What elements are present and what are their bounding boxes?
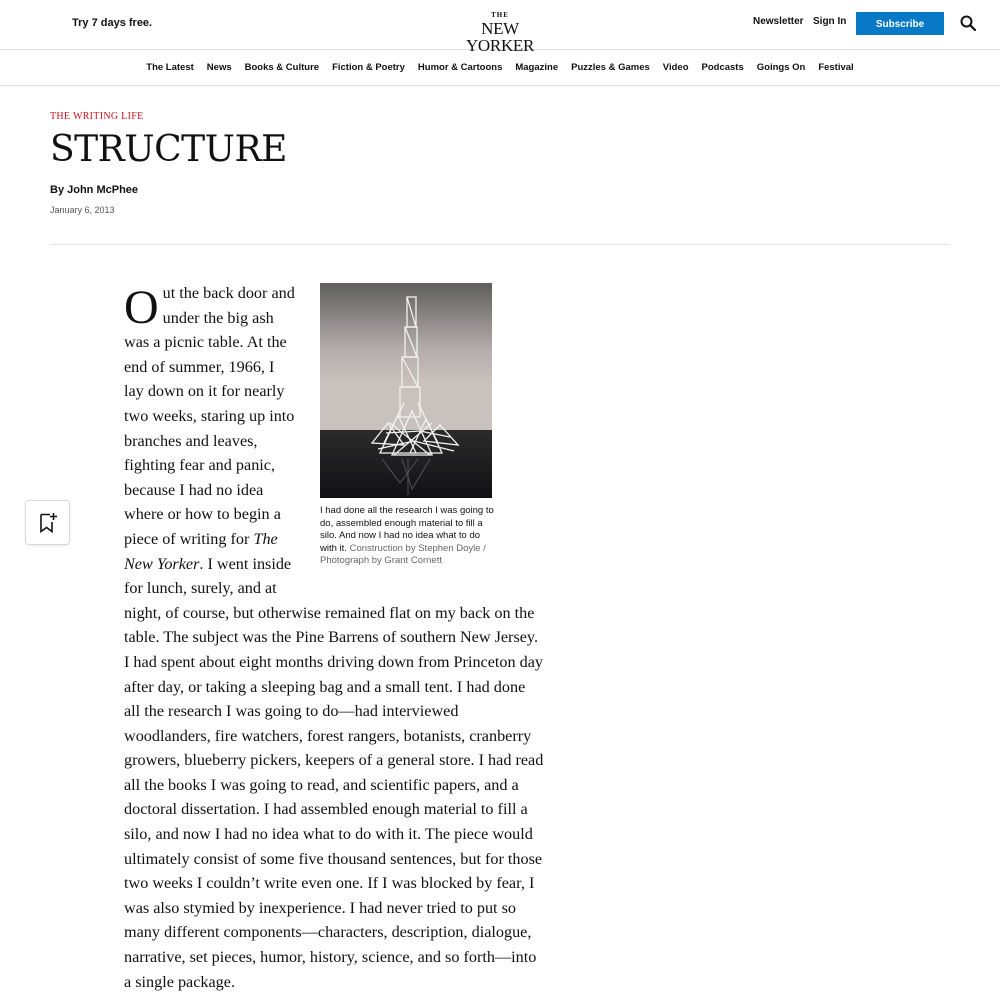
- try-free-link[interactable]: Try 7 days free.: [72, 17, 153, 29]
- body-text-part-2: . I went inside for lunch, surely, and at night, of course, but otherwise remained flat on my back on the table. The subject was the Pine Barrens of southern New Jersey. I had spent about eight months driving down from Princeton day after day, or taking a sleeping bag and a small tent. I had done all the research I was going to do—had interviewed woodlanders, fire watchers, forest rangers, botanists, cranberry growers, blueberry pickers, keepers of a general store. I had read all the books I was going to read, and scientific papers, and a doctoral dissertation. I had assembled enough material to fill a silo, and now I had no idea what to do with it. The piece would ultimately consist of some five thousand sentences, but for those two weeks I couldn’t write even one. If I was blocked by fear, I was also stymied by inexperience. I had never tried to put so many different components—characters, description, dialogue, narrative, set pieces, humor, history, science, and so forth—into a single package.: [124, 554, 544, 991]
- article-body: [124, 281, 544, 994]
- drop-cap: O: [124, 281, 159, 334]
- sign-in-link[interactable]: Sign In: [813, 16, 847, 27]
- nav-item-fiction-poetry[interactable]: Fiction & Poetry: [332, 62, 405, 73]
- top-bar: [0, 0, 1000, 55]
- nav-item-goings-on[interactable]: Goings On: [756, 62, 806, 73]
- nav-item-books-culture[interactable]: Books & Culture: [244, 62, 320, 73]
- nav-item-festival[interactable]: Festival: [818, 62, 854, 73]
- header-divider: [50, 244, 950, 245]
- byline: [50, 184, 138, 196]
- publication-name: The New Yorker: [124, 529, 278, 573]
- article-headline: STRUCTURE: [50, 129, 287, 170]
- caption-text: I had done all the research I was going to do, assembled enough material to fill a silo. And now I had no idea what to do with it.: [320, 505, 494, 554]
- nav-item-podcasts[interactable]: Podcasts: [701, 62, 744, 73]
- logo-name: NEW YORKER: [465, 19, 535, 55]
- nav-item-magazine[interactable]: Magazine: [515, 62, 559, 73]
- author-link[interactable]: John McPhee: [67, 184, 139, 196]
- nav-item-the-latest[interactable]: The Latest: [146, 62, 194, 73]
- nav-item-humor-cartoons[interactable]: Humor & Cartoons: [417, 62, 503, 73]
- nav-item-news[interactable]: News: [206, 62, 232, 73]
- subscribe-button[interactable]: Subscribe: [856, 12, 944, 35]
- body-text-part-1: ut the back door and under the big ash was a picnic table. At the end of summer, 1966, I lay down on it for nearly two weeks, staring up into branches and leaves, fighting fear and panic, because I had no idea where or how to begin a piece of writing for: [124, 284, 295, 548]
- sculpture-photo[interactable]: [320, 283, 492, 498]
- article-figure: [320, 283, 526, 568]
- section-nav: [0, 51, 1000, 86]
- save-article-button[interactable]: [25, 500, 70, 545]
- search-icon[interactable]: [959, 14, 977, 32]
- newsletter-link[interactable]: Newsletter: [753, 16, 804, 27]
- rubric-link[interactable]: THE WRITING LIFE: [50, 111, 144, 122]
- logo-the: THE: [491, 11, 509, 19]
- bookmark-add-icon: [38, 512, 58, 534]
- nav-item-video[interactable]: Video: [662, 62, 689, 73]
- figure-caption: [320, 505, 496, 568]
- publish-date: January 6, 2013: [50, 205, 115, 215]
- photo-credit: Construction by Stephen Doyle / Photograph by Grant Cornett: [320, 542, 486, 566]
- nav-item-puzzles-games[interactable]: Puzzles & Games: [571, 62, 650, 73]
- byline-prefix: By: [50, 184, 65, 196]
- new-yorker-logo[interactable]: [450, 12, 550, 54]
